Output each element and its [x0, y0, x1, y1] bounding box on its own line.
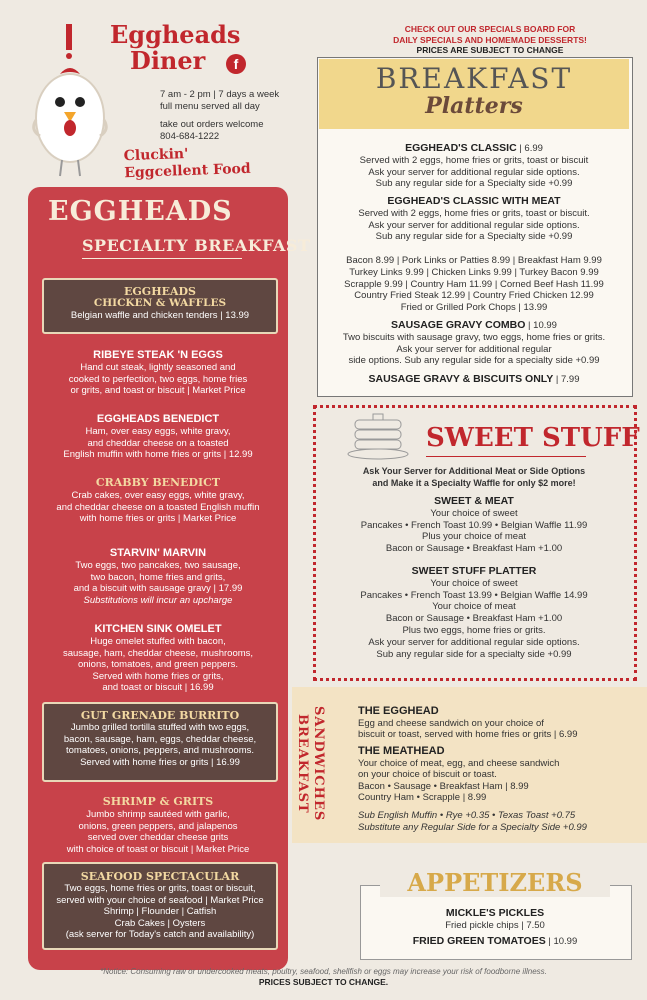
item-heading: SHRIMP & GRITS — [102, 795, 214, 808]
item-price: | 10.99 — [525, 320, 557, 331]
item-line: served with your choice of seafood | Market Price — [56, 894, 264, 906]
specials-notice — [360, 24, 620, 56]
item-line: Egg and cheese sandwich on your choice of — [358, 717, 544, 729]
item-subheading: CHICKEN & WAFFLES — [93, 297, 227, 309]
item-line: Your choice of meat — [432, 601, 516, 613]
chicken-mascot-logo — [30, 20, 110, 180]
item-line: English muffin with home fries or grits | 12.99 — [63, 449, 253, 460]
item-line: Jumbo shrimp sautéed with garlic, — [86, 809, 230, 820]
item-line: Bacon or Sausage • Breakfast Ham +1.00 — [385, 613, 563, 625]
sweet-stuff-title: SWEET STUFF — [426, 423, 640, 453]
item-line: Your choice of sweet — [430, 577, 518, 589]
item-line: cooked to perfection, two eggs, home fries — [68, 373, 248, 385]
meat-price-list — [322, 255, 626, 314]
item-heading: CRABBY BENEDICT — [95, 476, 221, 489]
item-heading: THE EGGHEAD — [358, 705, 439, 717]
specials-line-1: CHECK OUT OUR SPECIALS BOARD FOR — [404, 24, 576, 34]
sandwich-substitutions — [358, 810, 638, 833]
menu-item-fried-green-tomatoes — [362, 936, 628, 948]
item-line: Your choice of sweet — [430, 507, 518, 519]
item-line: Sub any regular side for a specialty side +0.99 — [376, 648, 572, 660]
menu-item-sweet-stuff-platter — [322, 566, 626, 660]
menu-item-eggheads-classic — [322, 143, 626, 190]
item-line: Sub any regular side for a Specialty side +0.99 — [375, 178, 573, 190]
item-line: Country Ham • Scrapple | 8.99 — [358, 792, 487, 803]
item-line: Crab Cakes | Oysters — [114, 917, 206, 929]
tagline — [123, 144, 251, 182]
item-description: Belgian waffle and chicken tenders | 13.99 — [70, 309, 250, 321]
item-heading: STARVIN' MARVIN — [109, 547, 207, 559]
item-line: Pancakes • French Toast 10.99 • Belgian Waffle 11.99 — [360, 519, 588, 531]
menu-item-starvin-marvin — [34, 546, 282, 606]
item-line: Pancakes • French Toast 13.99 • Belgian Waffle 14.99 — [360, 589, 588, 601]
item-line: Scrapple 9.99 | Country Ham 11.99 | Corned Beef Hash 11.99 — [344, 278, 604, 290]
sweet-intro — [322, 466, 626, 490]
full-menu-note: full menu served all day — [160, 101, 260, 112]
item-heading: SWEET & MEAT — [434, 495, 514, 507]
sweet-stuff-underline — [426, 456, 586, 457]
menu-item-mickles-pickles — [362, 908, 628, 932]
item-heading: RIBEYE STEAK 'N EGGS — [93, 349, 223, 361]
item-heading: MICKLE'S PICKLES — [445, 907, 545, 919]
item-heading: SAUSAGE GRAVY & BISCUITS ONLY — [368, 373, 554, 385]
menu-item-sausage-gravy-biscuits — [322, 374, 626, 386]
item-line: biscuit or toast, served with home fries or grits | 6.99 — [358, 729, 578, 740]
item-heading: THE MEATHEAD — [358, 745, 445, 757]
title-underline — [82, 258, 242, 259]
item-line: Bacon or Sausage • Breakfast Ham +1.00 — [385, 543, 563, 555]
platters-title-line-2: Platters — [425, 93, 523, 119]
item-line: or grits, and toast or biscuit | Market Price — [70, 385, 246, 396]
pancake-stack-icon — [343, 410, 413, 465]
specialty-title-line-2: SPECIALTY BREAKFAST — [82, 236, 311, 255]
phone-number: 804-684-1222 — [160, 131, 220, 142]
item-line: Served with home fries or grits, — [92, 670, 224, 682]
appetizers-title: APPETIZERS — [380, 868, 610, 897]
item-line: Served with 2 eggs, home fries or grits, toast or biscuit. — [358, 207, 590, 219]
menu-item-classic-with-meat — [322, 196, 626, 243]
item-line: on your choice of biscuit or toast. — [358, 769, 497, 780]
item-line: Turkey Links 9.99 | Chicken Links 9.99 | Turkey Bacon 9.99 — [349, 266, 599, 278]
specials-line-2: DAILY SPECIALS AND HOMEMADE DESSERTS! — [393, 34, 587, 45]
item-line: and cheddar cheese on a toasted — [87, 437, 229, 449]
brand-line-2: Diner — [130, 46, 206, 75]
sandwiches-vertical-title — [292, 698, 334, 828]
substitution-line: Sub English Muffin • Rye +0.35 • Texas Toast +0.75 — [358, 810, 576, 821]
menu-item-crabby-benedict — [34, 476, 282, 525]
item-heading: EGGHEAD'S CLASSIC WITH MEAT — [387, 195, 561, 207]
vertical-title-line-2: SANDWICHES — [311, 706, 326, 822]
item-line: Fried pickle chips | 7.50 — [445, 919, 545, 931]
item-line: with home fries or grits | Market Price — [79, 513, 237, 524]
menu-item-seafood-spectacular — [42, 862, 278, 950]
item-heading: KITCHEN SINK OMELET — [94, 623, 222, 635]
item-line: Two eggs, home fries or grits, toast or biscuit, — [64, 883, 256, 894]
takeout-note: take out orders welcome — [160, 119, 264, 130]
platters-title-line-1: BREAKFAST — [375, 62, 573, 95]
item-heading: GUT GRENADE BURRITO — [80, 709, 240, 722]
item-price: | 7.99 — [553, 374, 580, 385]
item-line: Plus two eggs, home fries or grits. — [402, 624, 546, 636]
prices-subject-note: PRICES ARE SUBJECT TO CHANGE — [416, 45, 564, 55]
item-line: Ask your server for additional regular — [396, 343, 552, 355]
item-line: Ask your server for additional regular side options. — [368, 636, 580, 648]
intro-line: Ask Your Server for Additional Meat or Side Options — [362, 466, 586, 476]
intro-line: and Make it a Specialty Waffle for only $2 more! — [372, 477, 576, 488]
item-line: Served with home fries or grits | 16.99 — [80, 756, 240, 768]
item-line: Fried or Grilled Pork Chops | 13.99 — [400, 302, 548, 314]
item-line: Ask your server for additional regular side options. — [368, 166, 580, 178]
item-line: (ask server for Today's catch and availability) — [65, 929, 255, 940]
menu-item-ribeye — [34, 348, 282, 397]
item-heading: FRIED GREEN TOMATOES — [412, 935, 546, 947]
item-price: | 10.99 — [545, 936, 578, 947]
menu-item-kitchen-sink-omelet — [34, 622, 282, 694]
store-info — [160, 89, 279, 143]
item-line: served over cheddar cheese grits — [87, 832, 229, 843]
item-line: two bacon, home fries and grits, — [90, 571, 226, 583]
menu-item-sweet-and-meat — [322, 496, 626, 555]
item-line: Bacon • Sausage • Breakfast Ham | 8.99 — [358, 780, 529, 792]
item-line: sausage, ham, cheddar cheese, mushrooms, — [62, 647, 254, 659]
item-heading: SAUSAGE GRAVY COMBO — [391, 319, 526, 331]
item-line: onions, tomatoes, and green peppers. — [77, 659, 239, 670]
menu-item-shrimp-grits — [34, 795, 282, 855]
item-line: Huge omelet stuffed with bacon, — [90, 636, 226, 647]
item-line: Ham, over easy eggs, white gravy, — [85, 426, 231, 437]
menu-item-benedict — [34, 412, 282, 461]
item-line: onions, green peppers, and jalapenos — [78, 820, 238, 832]
item-line: Two eggs, two pancakes, two sausage, — [75, 560, 241, 571]
item-line: Jumbo grilled tortilla stuffed with two eggs, — [70, 722, 250, 733]
item-line: tomatoes, onions, peppers, and mushrooms. — [66, 745, 254, 756]
item-line: Sub any regular side for a Specialty side +0.99 — [375, 231, 573, 243]
item-line: Bacon 8.99 | Pork Links or Patties 8.99 | Breakfast Ham 9.99 — [346, 255, 602, 266]
tagline-line-2: Eggcellent Food — [124, 160, 251, 182]
item-line: Country Fried Steak 12.99 | Country Fried Chicken 12.99 — [354, 290, 594, 302]
item-line: Hand cut steak, lightly seasoned and — [80, 362, 236, 373]
item-line: Ask your server for additional regular side options. — [368, 219, 580, 231]
vertical-title-line-1: BREAKFAST — [295, 714, 310, 814]
facebook-icon[interactable]: f — [226, 54, 246, 74]
menu-item-the-egghead — [358, 706, 638, 741]
item-line: Crab cakes, over easy eggs, white gravy, — [71, 490, 245, 501]
item-line: and a biscuit with sausage gravy | 17.99 — [73, 583, 243, 594]
hours: 7 am - 2 pm | 7 days a week — [160, 89, 280, 100]
brand-name — [110, 22, 240, 74]
brand-line-1: Eggheads — [110, 20, 241, 49]
item-line: Plus your choice of meat — [421, 531, 527, 543]
item-note: Substitutions will incur an upcharge — [83, 594, 233, 606]
menu-item-gut-grenade-burrito — [42, 702, 278, 782]
tagline-line-1: Cluckin' — [123, 145, 189, 165]
prices-footer: PRICES SUBJECT TO CHANGE. — [258, 977, 389, 987]
menu-item-sausage-gravy-combo — [322, 320, 626, 367]
item-line: Shrimp | Flounder | Catfish — [103, 906, 217, 917]
item-heading: EGGHEADS — [124, 285, 196, 298]
item-line: bacon, sausage, ham, eggs, cheddar cheese, — [63, 733, 257, 745]
specialty-title-line-1: EGGHEADS — [48, 196, 233, 227]
item-heading: EGGHEAD'S CLASSIC — [405, 142, 517, 154]
item-line: and toast or biscuit | 16.99 — [102, 682, 214, 693]
item-heading: SWEET STUFF PLATTER — [411, 565, 537, 577]
menu-item-chicken-waffles — [42, 278, 278, 334]
item-line: Two biscuits with sausage gravy, two eggs, home fries or grits. — [342, 331, 606, 343]
item-line: Served with 2 eggs, home fries or grits, toast or biscuit — [359, 154, 589, 166]
item-price: | 6.99 — [516, 143, 543, 154]
item-heading: SEAFOOD SPECTACULAR — [80, 870, 240, 883]
item-line: with choice of toast or biscuit | Market Price — [66, 843, 250, 855]
item-heading: EGGHEADS BENEDICT — [96, 413, 220, 425]
item-line: and cheddar cheese on a toasted English muffin — [56, 501, 260, 513]
item-line: side options. Sub any regular side for a specialty side +0.99 — [348, 355, 600, 367]
foodborne-notice: *Notice: Consuming raw or undercooked meats, poultry, seafood, shellfish or eggs may increase your risk of foodborne illness. — [100, 967, 547, 976]
substitution-line: Substitute any Regular Side for a Specialty Side +0.99 — [358, 821, 587, 833]
item-line: Your choice of meat, egg, and cheese sandwich — [358, 757, 560, 769]
menu-item-the-meathead — [358, 746, 638, 804]
